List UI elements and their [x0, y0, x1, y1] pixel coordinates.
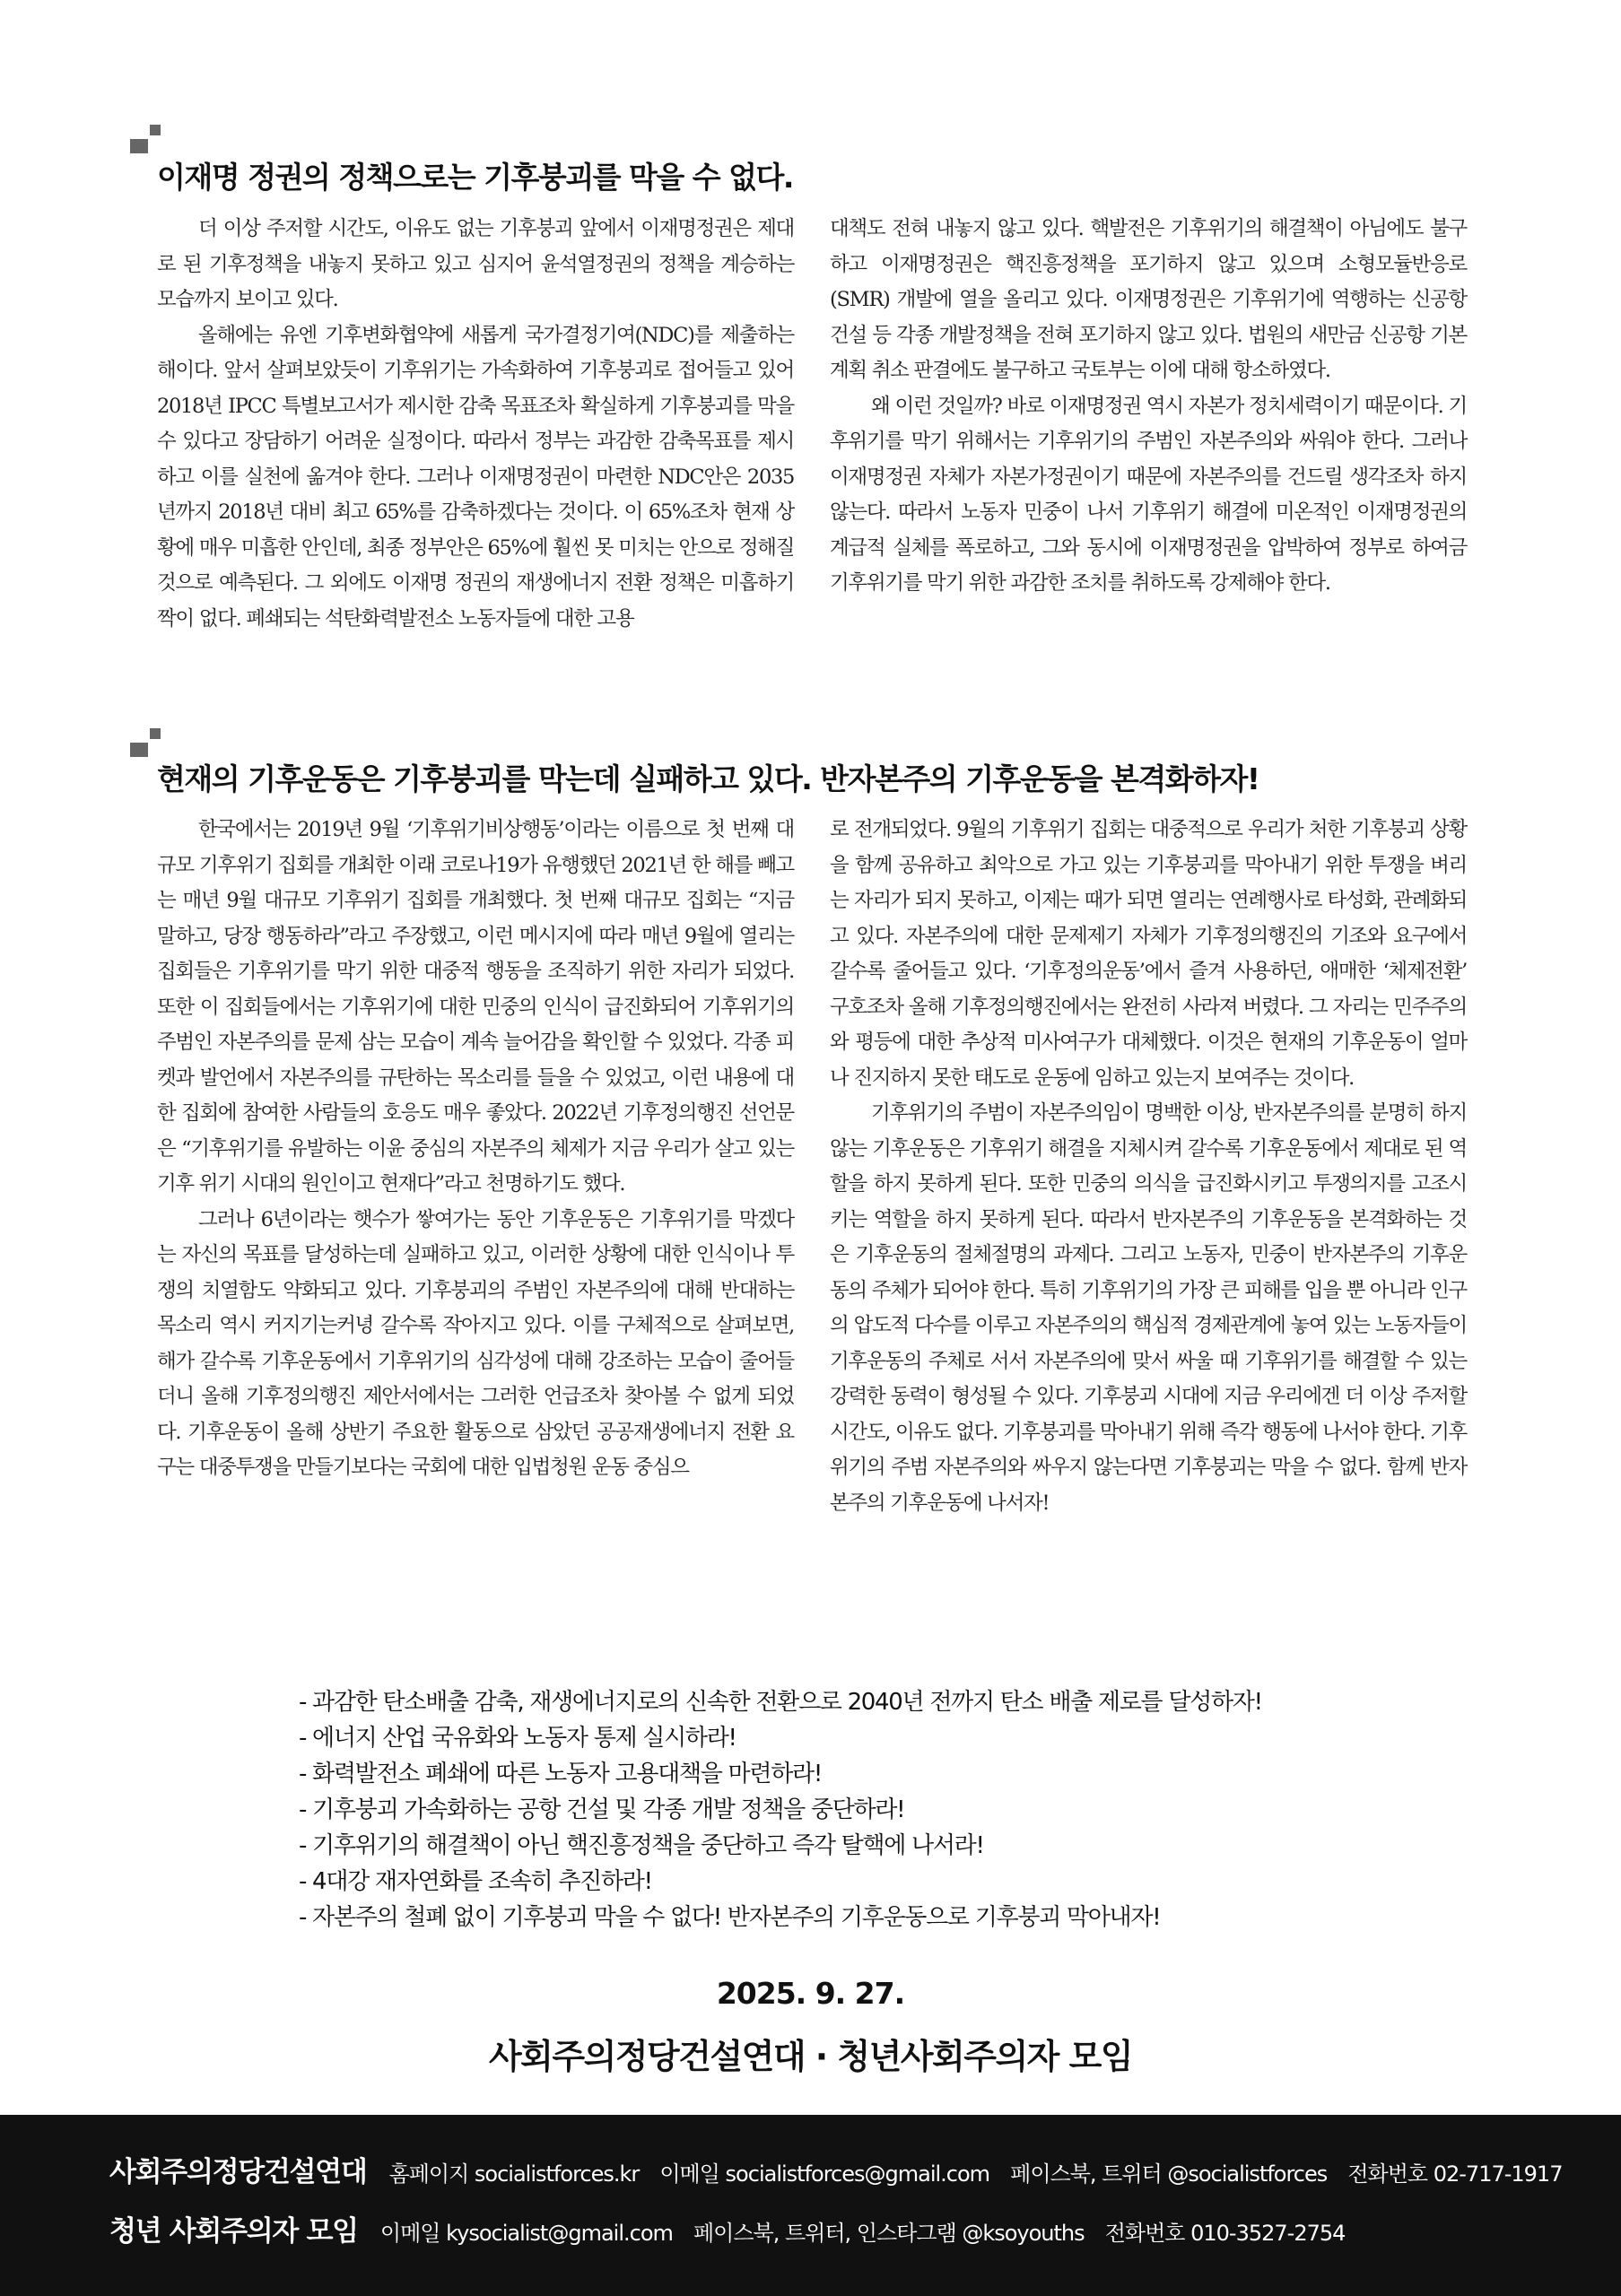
footer-org1-email[interactable]: 이메일 socialistforces@gmail.com [659, 2161, 990, 2187]
footer-org1-homepage[interactable]: 홈페이지 socialistforces.kr [388, 2161, 640, 2187]
paragraph: 한국에서는 2019년 9월 ‘기후위기비상행동’이라는 이름으로 첫 번째 대규모 기후위기 집회를 개최한 이래 코로나19가 유행했던 2021년 한 해를 빼고는 매년 9월 대규모 기후위기 집회를 개최했다. 첫 번째 대규모 집회는 “지금 말하고, 당장 행동하라”라고 주장했고, 이런 메시지에 따라 매년 9월에 열리는 집회들은 기후위기를 막기 위한 대중적 행동을 조직하기 위한 자리가 되었다. 또한 이 집회들에서는 기후위기에 대한 민중의 인식이 급진화되어 기후위기의 주범인 자본주의를 문제 삼는 모습이 계속 늘어감을 확인할 수 있었다. 각종 피켓과 발언에서 자본주의를 규탄하는 목소리를 들을 수 있었고, 이런 내용에 대한 집회에 참여한 사람들의 호응도 매우 좋았다. 2022년 기후정의행진 선언문은 “기후위기를 유발하는 이윤 중심의 자본주의 체제가 지금 우리가 살고 있는 기후 위기 시대의 원인이고 현재다”라고 천명하기도 했다. [157, 818, 794, 1196]
paragraph: 왜 이런 것일까? 바로 이재명정권 역시 자본가 정치세력이기 때문이다. 기후위기를 막기 위해서는 기후위기의 주범인 자본주의와 싸워야 한다. 그러나 이재명정권 자체가 자본가정권이기 때문에 자본주의를 건드릴 생각조차 하지 않는다. 따라서 노동자 민중이 나서 기후위기 해결에 미온적인 이재명정권의 계급적 실체를 폭로하고, 그와 동시에 이재명정권을 압박하여 정부로 하여금 기후위기를 막기 위한 과감한 조치를 취하도록 강제해야 한다. [830, 394, 1467, 595]
section1-left-column [157, 212, 794, 637]
paragraph: 그러나 6년이라는 햇수가 쌓여가는 동안 기후운동은 기후위기를 막겠다는 자신의 목표를 달성하는데 실패하고 있고, 이러한 상황에 대한 인식이나 투쟁의 치열함도 약화되고 있다. 기후붕괴의 주범인 자본주의에 대해 반대하는 목소리 역시 커지기는커녕 갈수록 작아지고 있다. 이를 구체적으로 살펴보면, 해가 갈수록 기후운동에서 기후위기의 심각성에 대해 강조하는 모습이 줄어들더니 올해 기후정의행진 제안서에서는 그러한 언급조차 찾아볼 수 없게 되었다. 기후운동이 올해 상반기 주요한 활동으로 삼았던 공공재생에너지 전환 요구는 대중투쟁을 만들기보다는 국회에 대한 입법청원 운동 중심으 [157, 1207, 794, 1479]
section1-title: 이재명 정권의 정책으로는 기후붕괴를 막을 수 없다. [157, 160, 793, 195]
contact-footer [0, 2115, 1621, 2296]
slogan-item: - 과감한 탄소배출 감축, 재생에너지로의 신속한 전환으로 2040년 전까지 탄소 배출 제로를 달성하자! [299, 1689, 1262, 1716]
footer-org2-row [109, 2208, 1361, 2248]
footer-org1-phone: 전화번호 02-717-1917 [1347, 2161, 1563, 2187]
section2-body [157, 813, 1467, 1521]
paragraph: 대책도 전혀 내놓지 않고 있다. 핵발전은 기후위기의 해결책이 아님에도 불구하고 이재명정권은 핵진흥정책을 포기하지 않고 있으며 소형모듈반응로(SMR) 개발에 열을 올리고 있다. 이재명정권은 기후위기에 역행하는 신공항 건설 등 각종 개발정책을 전혀 포기하지 않고 있다. 법원의 새만금 신공항 기본계획 취소 판결에도 불구하고 국토부는 이에 대해 항소하였다. [830, 217, 1467, 382]
slogan-list [299, 1684, 1465, 1935]
slogan-item: - 에너지 산업 국유화와 노동자 통제 실시하라! [299, 1725, 736, 1752]
publication-date: 2025. 9. 27. [716, 1976, 905, 2011]
section2-title: 현재의 기후운동은 기후붕괴를 막는데 실패하고 있다. 반자본주의 기후운동을 본격화하자! [157, 761, 1259, 796]
slogan-item: - 기후붕괴 가속화하는 공항 건설 및 각종 개발 정책을 중단하라! [299, 1796, 905, 1823]
section1-body [157, 212, 1467, 637]
slogan-item: - 4대강 재자연화를 조속히 추진하라! [299, 1868, 652, 1895]
paragraph: 더 이상 주저할 시간도, 이유도 없는 기후붕괴 앞에서 이재명정권은 제대로 된 기후정책을 내놓지 못하고 있고 심지어 윤석열정권의 정책을 계승하는 모습까지 보이고 있다. [157, 217, 794, 311]
paragraph: 로 전개되었다. 9월의 기후위기 집회는 대중적으로 우리가 처한 기후붕괴 상황을 함께 공유하고 최악으로 가고 있는 기후붕괴를 막아내기 위한 투쟁을 벼리는 자리가 되지 못하고, 이제는 때가 되면 열리는 연례행사로 타성화, 관례화되고 있다. 자본주의에 대한 문제제기 자체가 기후정의행진의 기조와 요구에서 갈수록 줄어들고 있다. ‘기후정의운동’에서 즐겨 사용하던, 애매한 ‘체제전환’ 구호조차 올해 기후정의행진에서는 완전히 사라져 버렸다. 그 자리는 민주주의와 평등에 대한 추상적 미사여구가 대체했다. 이것은 현재의 기후운동이 얼마나 진지하지 못한 태도로 운동에 임하고 있는지 보여주는 것이다. [830, 818, 1467, 1090]
footer-org1-row [109, 2149, 1578, 2189]
footer-org2-name: 청년 사회주의자 모임 [109, 2215, 358, 2248]
footer-org2-sns: 페이스북, 트위터, 인스타그램 @ksoyouths [693, 2221, 1085, 2246]
section2-left-column [157, 813, 794, 1521]
footer-org2-phone: 전화번호 010-3527-2754 [1104, 2221, 1346, 2246]
slogan-item: - 기후위기의 해결책이 아닌 핵진흥정책을 중단하고 즉각 탈핵에 나서라! [299, 1832, 984, 1859]
section-marker-icon [130, 121, 162, 153]
footer-org2-email[interactable]: 이메일 kysocialist@gmail.com [379, 2221, 673, 2246]
slogan-item: - 화력발전소 폐쇄에 따른 노동자 고용대책을 마련하라! [299, 1761, 822, 1787]
footer-org1-name: 사회주의정당건설연대 [109, 2156, 367, 2188]
footer-org1-sns: 페이스북, 트위터 @socialistforces [1010, 2161, 1328, 2187]
section1-right-column [830, 212, 1467, 637]
slogan-item: - 자본주의 철폐 없이 기후붕괴 막을 수 없다! 반자본주의 기후운동으로 기후붕괴 막아내자! [299, 1904, 1161, 1931]
section2-right-column [830, 813, 1467, 1521]
paragraph: 기후위기의 주범이 자본주의임이 명백한 이상, 반자본주의를 분명히 하지 않는 기후운동은 기후위기 해결을 지체시켜 갈수록 기후운동에서 제대로 된 역할을 하지 못하게 된다. 또한 민중의 의식을 급진화시키고 투쟁의지를 고조시키는 역할을 하지 못하게 된다. 따라서 반자본주의 기후운동을 본격화하는 것은 기후운동의 절체절명의 과제다. 그리고 노동자, 민중이 반자본주의 기후운동의 주체가 되어야 한다. 특히 기후위기의 가장 큰 피해를 입을 뿐 아니라 인구의 압도적 다수를 이루고 자본주의의 핵심적 경제관계에 놓여 있는 노동자들이 기후운동의 주체로 서서 자본주의에 맞서 싸울 때 기후위기를 해결할 수 있는 강력한 동력이 형성될 수 있다. 기후붕괴 시대에 지금 우리에겐 더 이상 주저할 시간도, 이유도 없다. 기후붕괴를 막아내기 위해 즉각 행동에 나서야 한다. 기후위기의 주범 자본주의와 싸우지 않는다면 기후붕괴는 막을 수 없다. 함께 반자본주의 기후운동에 나서자! [830, 1101, 1467, 1515]
section-marker-icon [130, 725, 162, 757]
paragraph: 올해에는 유엔 기후변화협약에 새롭게 국가결정기여(NDC)를 제출하는 해이다. 앞서 살펴보았듯이 기후위기는 가속화하여 기후붕괴로 접어들고 있어 2018년 IPCC 특별보고서가 제시한 감축 목표조차 확실하게 기후붕괴를 막을 수 있다고 장담하기 어려운 실정이다. 따라서 정부는 과감한 감축목표를 제시하고 이를 실천에 옮겨야 한다. 그러나 이재명정권이 마련한 NDC안은 2035년까지 2018년 대비 최고 65%를 감축하겠다는 것이다. 이 65%조차 현재 상황에 매우 미흡한 안인데, 최종 정부안은 65%에 훨씬 못 미치는 안으로 정해질 것으로 예측된다. 그 외에도 이재명 정권의 재생에너지 전환 정책은 미흡하기 짝이 없다. 폐쇄되는 석탄화력발전소 노동자들에 대한 고용 [157, 323, 794, 631]
signing-organizations: 사회주의정당건설연대 · 청년사회주의자 모임 [488, 2037, 1133, 2076]
